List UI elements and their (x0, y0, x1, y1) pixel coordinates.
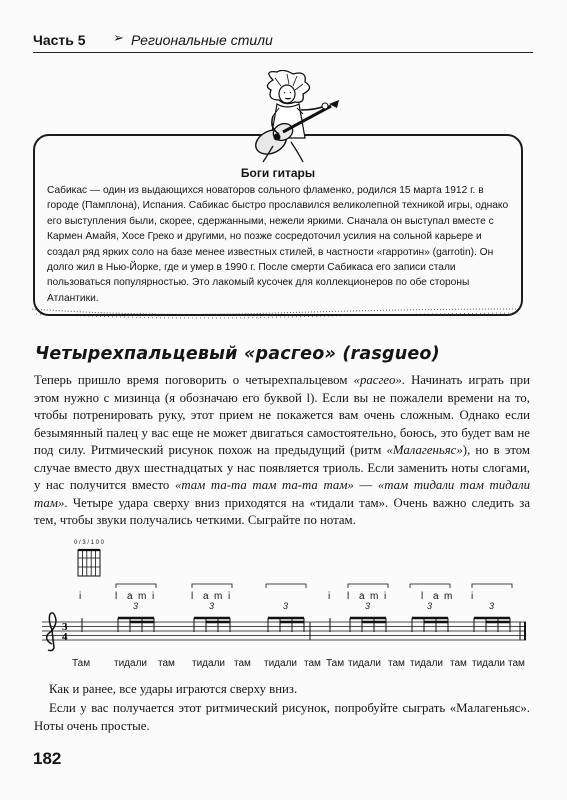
text-run: ), но в этом случае вместо двух шестнадцатых у нас появляется триоль. Если заменить ноты слогами, у нас получится вместо (34, 443, 530, 492)
body-paragraph (34, 372, 530, 530)
text-run: Теперь пришло время поговорить о четырехпальцевом (34, 373, 354, 387)
after-line-1: Как и ранее, все удары играются сверху вниз. (49, 682, 298, 696)
lyric-syllable: тидали (472, 658, 505, 669)
lyric-syllable: там (304, 658, 321, 669)
lyric-syllable: там (508, 658, 525, 669)
lyric-syllable: тидали (192, 658, 225, 669)
text-run-italic: «там та-та там та-та там» (174, 478, 354, 492)
fingering: l (191, 591, 194, 602)
fingering: a (433, 591, 439, 602)
lyric-syllable: там (388, 658, 405, 669)
fingering: m (214, 591, 223, 602)
lyric-syllable: Там (72, 658, 91, 669)
lyric-syllable: тидали (410, 658, 443, 669)
measure-2-notes (330, 618, 510, 632)
after-paragraph: Если у вас получается этот ритмический рисунок, попробуйте сыграть «Малагеньяс». Ноты очень простые. (34, 701, 530, 733)
fingering: i (471, 591, 474, 602)
running-header (33, 24, 533, 58)
header-rule (33, 52, 533, 53)
text-run-italic: «там тидали там тидали там» (34, 478, 530, 510)
triplet-number: 3 (209, 601, 215, 611)
text-run-italic: «расгео» (353, 373, 402, 387)
fingering: i (79, 591, 82, 602)
staff-lines (42, 622, 526, 640)
time-signature-top: 3 (62, 621, 68, 633)
lyric-syllable: там (234, 658, 251, 669)
lyric-syllable: тидали (114, 658, 147, 669)
triplet-number: 3 (489, 601, 495, 611)
part-label: Часть 5 (33, 32, 86, 48)
fingering: m (444, 591, 453, 602)
fingering: l (115, 591, 118, 602)
fingering: l (421, 591, 424, 602)
text-run: — (353, 478, 378, 492)
fingering: a (359, 591, 365, 602)
fingering: i (228, 591, 231, 602)
arrow-icon: ➢ (113, 31, 124, 46)
measure-1-notes (82, 618, 304, 632)
chord-diagram (78, 550, 100, 576)
chord-label: 0 / 3 / 1 0 0 (74, 540, 105, 546)
fingering: i (152, 591, 155, 602)
triplet-number: 3 (283, 601, 289, 611)
time-signature-bottom: 4 (62, 631, 68, 643)
fingering: l (347, 591, 350, 602)
lyric-syllable: там (158, 658, 175, 669)
fingering: m (370, 591, 379, 602)
text-run: . Начинать играть при этом нужно с мизинца (я обозначаю его буквой l). Если вы не пожалели времени на то, чтобы потренировать руку, этот прием не покажется вам очень сложным. Однако если безымянный палец у вас еще не может двигаться самостоятельно, боюсь, это будет вам не под силу. Ритмический рисунок похож на предыдущий (ритм (34, 373, 530, 457)
guitarist-illustration (233, 70, 343, 164)
fingering: m (138, 591, 147, 602)
lyric-syllable: тидали (264, 658, 297, 669)
sidebar-title: Боги гитары (240, 166, 316, 180)
lyric-syllable: тидали (348, 658, 381, 669)
triplet-number: 3 (365, 601, 371, 611)
text-run: . Четыре удара сверху вниз приходятся на «тидали там». Очень важно следить за тем, чтобы звуки получались четкими. Сыграйте по нотам. (34, 495, 530, 527)
triplet-number: 3 (133, 601, 139, 611)
section-label: Региональные стили (131, 32, 273, 48)
fingering: i (328, 591, 331, 602)
section-heading: Четырехпальцевый «расгео» (rasgueo) (35, 344, 440, 364)
fingering: a (127, 591, 133, 602)
lyric-syllable: там (450, 658, 467, 669)
lyric-syllable: Там (326, 658, 345, 669)
text-run-italic: «Малагеньяс» (386, 443, 463, 457)
sidebar-text: Сабикас — один из выдающихся новаторов сольного фламенко, родился 15 марта 1912 г. в городе (Памплона), Испания. Сабикас быстро прославился великолепной техникой игры, однако его выступления были, скорее, сдержанными, нежели яркими. Сначала он выступал вместе с Кармен Амайя, Хосе Греко и другими, но позже сосредоточил усилия на сольной карьере и создал ряд ярких соло на базе менее известных стилей, в частности «гарротин» (garrotin). Он долго жил в Нью-Йорке, где и умер в 1990 г. После смерти Сабикаса его записи стали пользоваться популярностью. Это лакомый кусочек для коллекционеров по обе стороны Атлантики. (47, 185, 509, 304)
page-number: 182 (33, 749, 62, 768)
fingering: a (203, 591, 209, 602)
fingering: i (384, 591, 387, 602)
music-notation (30, 540, 530, 680)
triplet-brackets (116, 584, 512, 588)
staff-drawing (30, 540, 530, 660)
treble-clef-icon (47, 613, 56, 651)
triplet-number: 3 (427, 601, 433, 611)
